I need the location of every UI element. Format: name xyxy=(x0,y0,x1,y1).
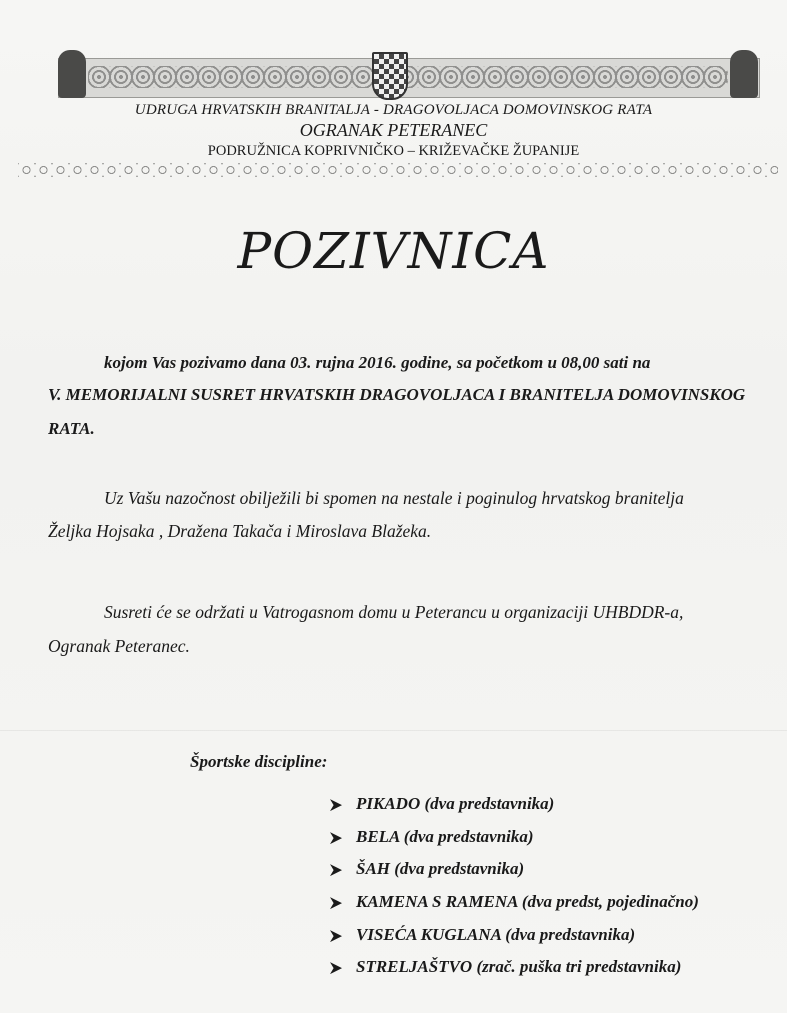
sports-disciplines-heading: Športske discipline: xyxy=(190,752,328,771)
venue-line-1: Susreti će se održati u Vatrogasnom domu u Peterancu u organizaciji UHBDDR-a, xyxy=(104,602,684,622)
invitation-line-1: kojom Vas pozivamo dana 03. rujna 2016. godine, sa početkom u 08,00 sati na xyxy=(104,353,651,372)
arrow-bullet-icon xyxy=(330,962,342,974)
list-item xyxy=(330,957,681,977)
list-item xyxy=(330,827,534,847)
memorial-line-1: Uz Vašu nazočnost obilježili bi spomen na nestale i poginulog hrvatskog branitelja xyxy=(104,488,684,508)
list-item xyxy=(330,925,635,945)
discipline-label: STRELJAŠTVO (zrač. puška tri predstavnika) xyxy=(356,957,682,976)
header-branch-name: OGRANAK PETERANEC xyxy=(299,120,488,140)
invitation-line-3: RATA. xyxy=(48,419,95,438)
arrow-bullet-icon xyxy=(330,864,342,876)
arrow-bullet-icon xyxy=(330,799,342,811)
discipline-label: PIKADO (dva predstavnika) xyxy=(356,794,555,813)
arrow-bullet-icon xyxy=(330,832,342,844)
discipline-label: KAMENA S RAMENA (dva predst, pojedinačno) xyxy=(356,892,699,911)
document-title: POZIVNICA xyxy=(237,222,550,280)
header-association-name: UDRUGA HRVATSKIH BRANITALJA - DRAGOVOLJACA DOMOVINSKOG RATA xyxy=(134,102,653,118)
list-item xyxy=(330,859,524,879)
venue-line-2: Ogranak Peteranec. xyxy=(48,636,190,656)
discipline-label: BELA (dva predstavnika) xyxy=(356,827,534,846)
soldier-figure-left-icon xyxy=(58,50,86,98)
header-braid-ornament xyxy=(88,66,728,88)
discipline-label: VISEĆA KUGLANA (dva predstavnika) xyxy=(356,925,636,944)
header-county-branch: PODRUŽNICA KOPRIVNIČKO – KRIŽEVAČKE ŽUPANIJE xyxy=(207,143,580,159)
discipline-label: ŠAH (dva predstavnika) xyxy=(356,859,525,878)
list-item xyxy=(330,794,554,814)
invitation-line-2: V. MEMORIJALNI SUSRET HRVATSKIH DRAGOVOLJACA I BRANITELJA DOMOVINSKOG xyxy=(48,385,746,404)
arrow-bullet-icon xyxy=(330,930,342,942)
croatian-coat-of-arms-icon xyxy=(372,52,408,100)
paper-fold-line xyxy=(0,730,787,731)
list-item xyxy=(330,892,699,912)
arrow-bullet-icon xyxy=(330,897,342,909)
chain-divider-ornament xyxy=(18,163,778,177)
memorial-line-2: Željka Hojsaka , Dražena Takača i Miroslava Blažeka. xyxy=(48,521,432,541)
soldier-figure-right-icon xyxy=(730,50,758,98)
